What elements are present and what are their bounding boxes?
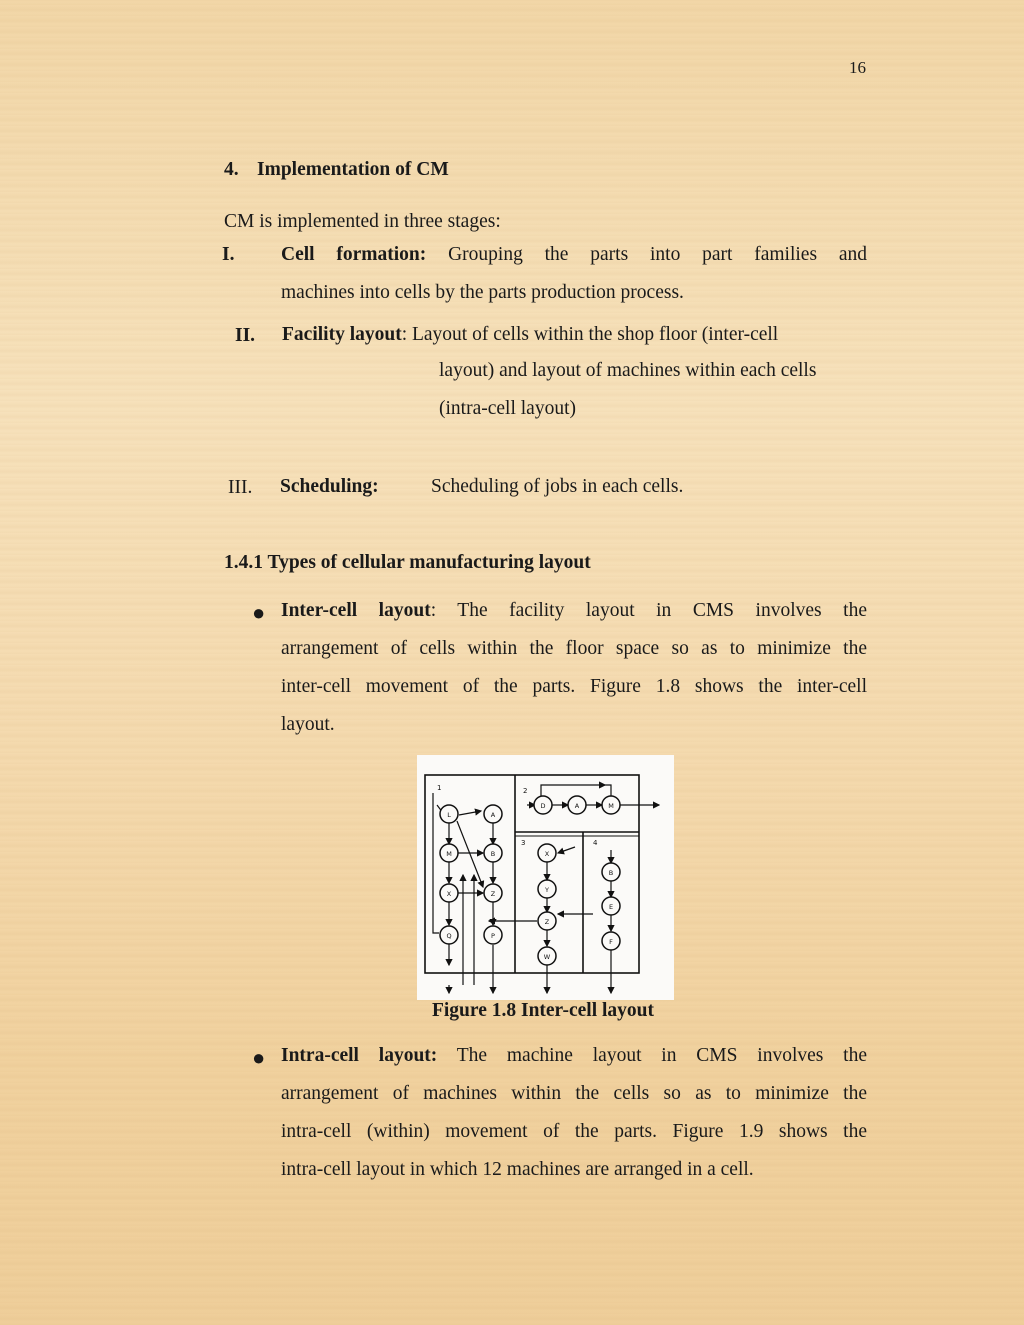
stage-3-term: Scheduling: [280,476,379,497]
machine-label: Y [545,886,549,894]
flow-arrow [459,811,481,815]
stage-1-line2: machines into cells by the parts production process. [281,282,684,303]
cell-number: 4 [593,839,598,847]
stage-2-numeral: II. [235,325,256,346]
bullet-1-line1 [281,592,867,630]
bullet-2-line2: arrangement of machines within the cells so as to minimize the [281,1083,867,1104]
figure-inter-cell-layout [417,755,674,1000]
bullet-1-line2: arrangement of cells within the floor space so as to minimize the [281,638,867,659]
stage-1-numeral: I. [222,244,235,265]
bullet-2-desc: The machine layout in CMS involves the [456,1045,867,1066]
stage-2-line1 [282,316,778,354]
flow-arrow [457,821,483,887]
stage-2-term: Facility layout [282,324,402,345]
bullet-1-desc: : The facility layout in CMS involves the [430,600,867,621]
machine-label: D [540,802,546,810]
flow-line [433,793,439,933]
cell-number: 1 [437,784,442,792]
stage-3-numeral: III. [228,477,253,498]
figure-caption: Figure 1.8 Inter-cell layout [431,1000,655,1021]
stage-2-desc: : Layout of cells within the shop floor (inter-cell [401,324,779,345]
section-number: 4. [224,159,239,180]
machine-label: A [490,811,496,819]
machine-label: P [491,932,495,940]
bullet-1-line3: inter-cell movement of the parts. Figure 1.8 shows the inter-cell [281,676,867,697]
machine-label: B [490,850,496,858]
bullet-1-term: Inter-cell layout [281,600,431,621]
bullet-2-term: Intra-cell layout: [281,1045,438,1066]
flow-line [605,785,611,796]
bullet-2-line3: intra-cell (within) movement of the parts. Figure 1.9 shows the [281,1121,867,1142]
machine-label: X [544,850,550,858]
stage-1-term: Cell formation: [281,244,427,265]
stage-1-desc: Grouping the parts into part families and [448,244,868,265]
stage-2-line2: layout) and layout of machines within each cells [439,360,817,381]
bullet-2-line1 [281,1037,867,1075]
flow-arrow [558,847,575,853]
machine-label: W [543,953,551,961]
stage-3-desc: Scheduling of jobs in each cells. [431,476,684,497]
stage-2-line3: (intra-cell layout) [439,398,576,419]
machine-label: X [446,890,452,898]
cell-number: 3 [521,839,526,847]
cell-number: 2 [523,787,528,795]
inter-cell-diagram [417,755,674,1000]
machine-label: L [447,811,451,819]
bullet-2-line4: intra-cell layout in which 12 machines are arranged in a cell. [281,1159,754,1180]
machine-label: F [609,938,613,946]
intro-text: CM is implemented in three stages: [224,211,501,232]
bullet-1-line4: layout. [281,714,335,735]
bullet-dot: ● [252,1045,266,1070]
machine-label: Q [446,932,452,940]
bullet-dot: ● [252,600,266,625]
page-number: 16 [849,58,866,77]
machine-label: A [574,802,580,810]
flow-line [541,785,605,796]
machine-label: B [608,869,614,877]
machine-label: E [608,903,614,911]
machine-label: Z [544,918,550,926]
subsection-title: 1.4.1 Types of cellular manufacturing layout [224,552,591,573]
machine-label: M [446,850,452,858]
stage-1-line1 [281,236,867,274]
machine-label: M [608,802,614,810]
section-title: Implementation of CM [257,159,449,180]
machine-label: Z [490,890,496,898]
